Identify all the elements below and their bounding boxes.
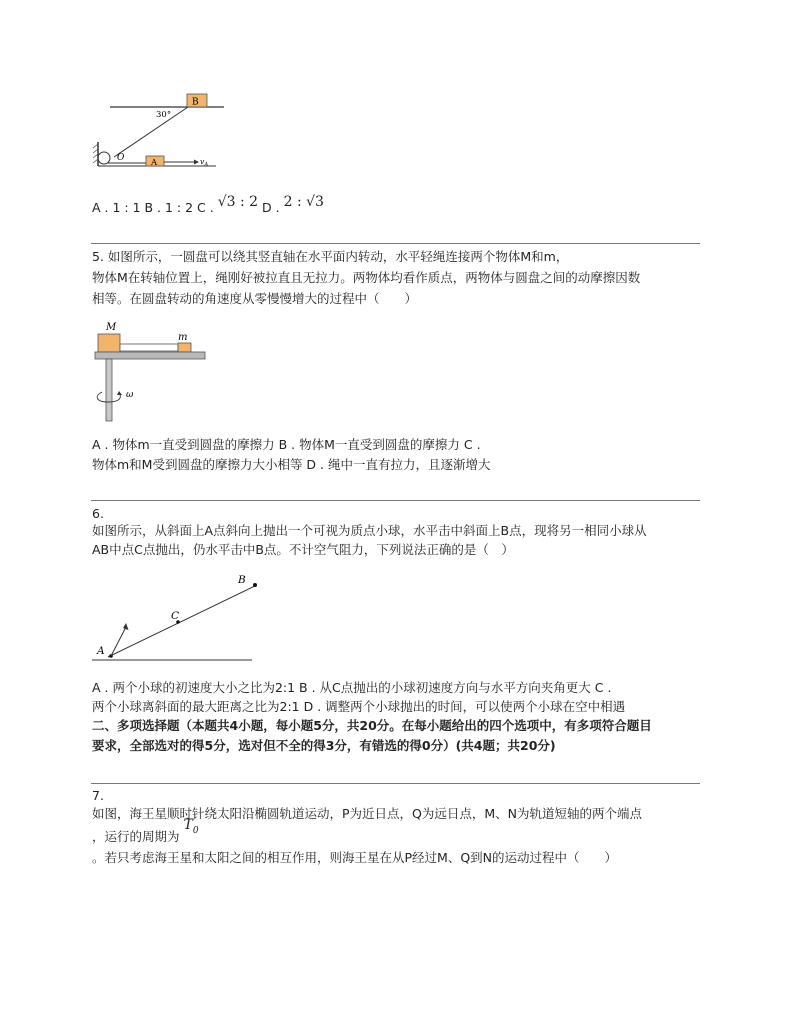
q6-line1: 如图所示，从斜面上A点斜向上抛出一个可视为质点小球，水平击中斜面上B点，现将另一相同小球从: [92, 523, 647, 538]
q5-answer2: 物体m和M受到圆盘的摩擦力大小相等 D . 绳中一直有拉力，且逐渐增大: [92, 457, 491, 472]
q4-options: [92, 194, 324, 217]
q7-line3: 。若只考虑海王星和太阳之间的相互作用，则海王星在从P经过M、Q到N的运动过程中（ ）: [92, 850, 618, 865]
point-b-label: B: [238, 574, 246, 586]
point-c-label: C: [171, 610, 180, 622]
mass-big-label: M: [106, 322, 117, 333]
q6-answer1: A . 两个小球的初速度大小之比为2:1 B . 从C点抛出的小球初速度方向与水平方向夹角更大 C .: [92, 680, 612, 695]
turntable-disk: [95, 352, 205, 359]
divider-2: [91, 500, 700, 501]
mass-small-label: m: [178, 332, 188, 343]
q4-option-d-math: 2 : √3: [283, 194, 324, 210]
q7-line1: 如图，海王星顺时针绕太阳沿椭圆轨道运动，P为近日点，Q为远日点，M、N为轨道短轴的两个端点: [92, 806, 643, 821]
omega-label: ω: [126, 390, 134, 400]
point-b: [253, 583, 257, 587]
q5-line3: 相等。在圆盘转动的角速度从零慢慢增大的过程中（ ）: [92, 291, 418, 306]
rotation-shaft: [106, 359, 112, 421]
q6-diagram: [92, 568, 257, 666]
block-small-m: [178, 343, 191, 352]
point-a-label: A: [97, 645, 105, 657]
pivot-label: O: [117, 153, 125, 163]
q6-answer2: 两个小球离斜面的最大距离之比为2:1 D . 调整两个小球抛出的时间，可以使两个小球在空中相遇: [92, 699, 626, 714]
divider-1: [91, 243, 700, 244]
q4-options-ab: A . 1 : 1 B . 1 : 2 C .: [92, 200, 214, 215]
block-a-label: A: [151, 158, 158, 168]
q5-line2: 物体M在转轴位置上，绳刚好被拉直且无拉力。两物体均看作质点，两物体与圆盘之间的动摩擦因数: [92, 270, 641, 285]
q4-option-c-math: √3 : 2: [217, 194, 259, 210]
period-symbol: $T_0$: [183, 817, 199, 836]
section-2-heading-line2: 要求，全部选对的得5分，选对但不全的得3分，有错选的得0分）(共4题；共20分): [92, 738, 556, 753]
q7-line2: ，运行的周期为: [92, 829, 180, 844]
pulley: [98, 152, 110, 164]
velocity-label: $v_A$: [200, 157, 209, 168]
divider-3: [91, 783, 700, 784]
block-b-label: B: [192, 97, 199, 108]
q7-number: 7.: [92, 788, 104, 803]
q5-diagram: [88, 318, 213, 426]
q6-line2: AB中点C点抛出，仍水平击中B点。不计空气阻力，下列说法正确的是（ ）: [92, 542, 514, 557]
q4-diagram: [88, 90, 238, 175]
angle-label: 30°: [156, 110, 172, 120]
section-2-heading-line1: 二、多项选择题（本题共4小题，每小题5分，共20分。在每小题给出的四个选项中，有多项符合题目: [92, 718, 652, 733]
q6-number: 6.: [92, 506, 104, 521]
q4-option-d-label: D .: [262, 200, 280, 215]
q5-line1: 5. 如图所示，一圆盘可以绕其竖直轴在水平面内转动，水平轻绳连接两个物体M和m，: [92, 249, 569, 264]
q5-answer1: A . 物体m一直受到圆盘的摩擦力 B . 物体M一直受到圆盘的摩擦力 C .: [92, 437, 481, 452]
block-big-m: [98, 334, 120, 352]
